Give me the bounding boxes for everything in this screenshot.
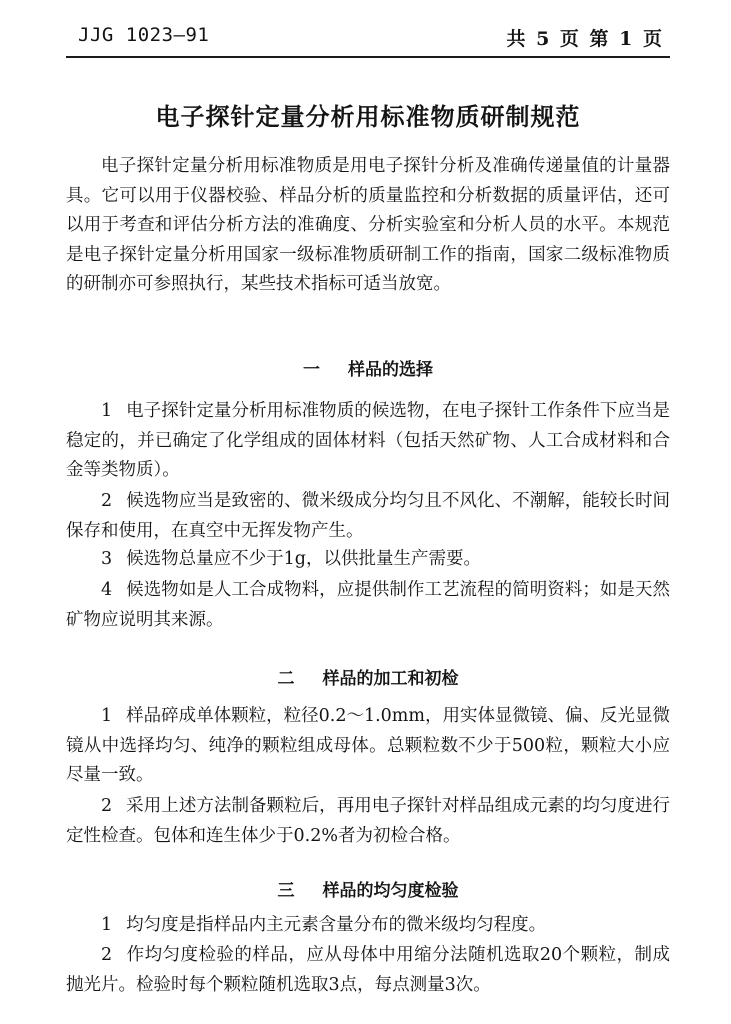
- item-text: 候选物总量应不少于1g，以供批量生产需要。: [126, 549, 481, 569]
- section-heading-1: [66, 355, 670, 380]
- item-text: 采用上述方法制备颗粒后，再用电子探针对样品组成元素的均匀度进行定性检查。包体和连生体少于0.2%者为初检合格。: [66, 796, 670, 846]
- section-heading-3: [66, 876, 670, 901]
- item-number: 4: [101, 580, 113, 600]
- page-header: [78, 22, 664, 52]
- page-number-info: 共 5 页 第 1 页: [506, 28, 664, 50]
- section-number: 二: [277, 669, 295, 689]
- list-item: [66, 487, 670, 546]
- item-text: 样品碎成单体颗粒，粒径0.2～1.0mm，用实体显微镜、偏、反光显微镜从中选择均匀、纯净的颗粒组成母体。总颗粒数不少于500粒，颗粒大小应尽量一致。: [66, 706, 670, 785]
- list-item: [66, 941, 670, 1000]
- item-number: 2: [101, 796, 113, 816]
- list-item: [66, 792, 670, 851]
- section-title: 样品的均匀度检验: [322, 881, 459, 901]
- item-text: 均匀度是指样品内主元素含量分布的微米级均匀程度。: [126, 915, 547, 935]
- item-number: 2: [101, 491, 113, 511]
- section-number: 一: [303, 360, 320, 380]
- list-item: [66, 545, 670, 575]
- item-number: 3: [101, 549, 113, 569]
- item-text: 电子探针定量分析用标准物质的候选物，在电子探针工作条件下应当是稳定的，并已确定了化学组成的固体材料（包括天然矿物、人工合成材料和合金等类物质）。: [66, 401, 670, 480]
- standard-code: JJG 1023—91: [78, 24, 210, 46]
- list-item: [66, 576, 670, 635]
- section-title: 样品的加工和初检: [322, 669, 459, 689]
- document-title: 电子探针定量分析用标准物质研制规范: [155, 103, 581, 131]
- header-divider: [66, 56, 670, 58]
- section-number: 三: [277, 881, 295, 901]
- item-number: 1: [101, 401, 113, 421]
- list-item: [66, 702, 670, 791]
- item-text: 候选物如是人工合成物料，应提供制作工艺流程的简明资料；如是天然矿物应说明其来源。: [66, 580, 670, 630]
- list-item: [66, 911, 670, 941]
- item-number: 1: [101, 915, 113, 935]
- intro-paragraph: 电子探针定量分析用标准物质是用电子探针分析及准确传递量值的计量器具。它可以用于仪器校验、样品分析的质量监控和分析数据的质量评估，还可以用于考查和评估分析方法的准确度、分析实验室和分析人员的水平。本规范是电子探针定量分析用国家一级标准物质研制工作的指南，国家二级标准物质的研制亦可参照执行，某些技术指标可适当放宽。: [66, 156, 670, 294]
- item-number: 2: [101, 945, 113, 965]
- item-number: 1: [101, 706, 113, 726]
- item-text: 候选物应当是致密的、微米级成分均匀且不风化、不潮解，能较长时间保存和使用，在真空中无挥发物产生。: [66, 491, 670, 541]
- section-heading-2: [66, 664, 670, 689]
- item-text: 作均匀度检验的样品，应从母体中用缩分法随机选取20个颗粒，制成抛光片。检验时每个颗粒随机选取3点，每点测量3次。: [66, 945, 670, 995]
- section-title: 样品的选择: [348, 360, 433, 380]
- list-item: [66, 397, 670, 486]
